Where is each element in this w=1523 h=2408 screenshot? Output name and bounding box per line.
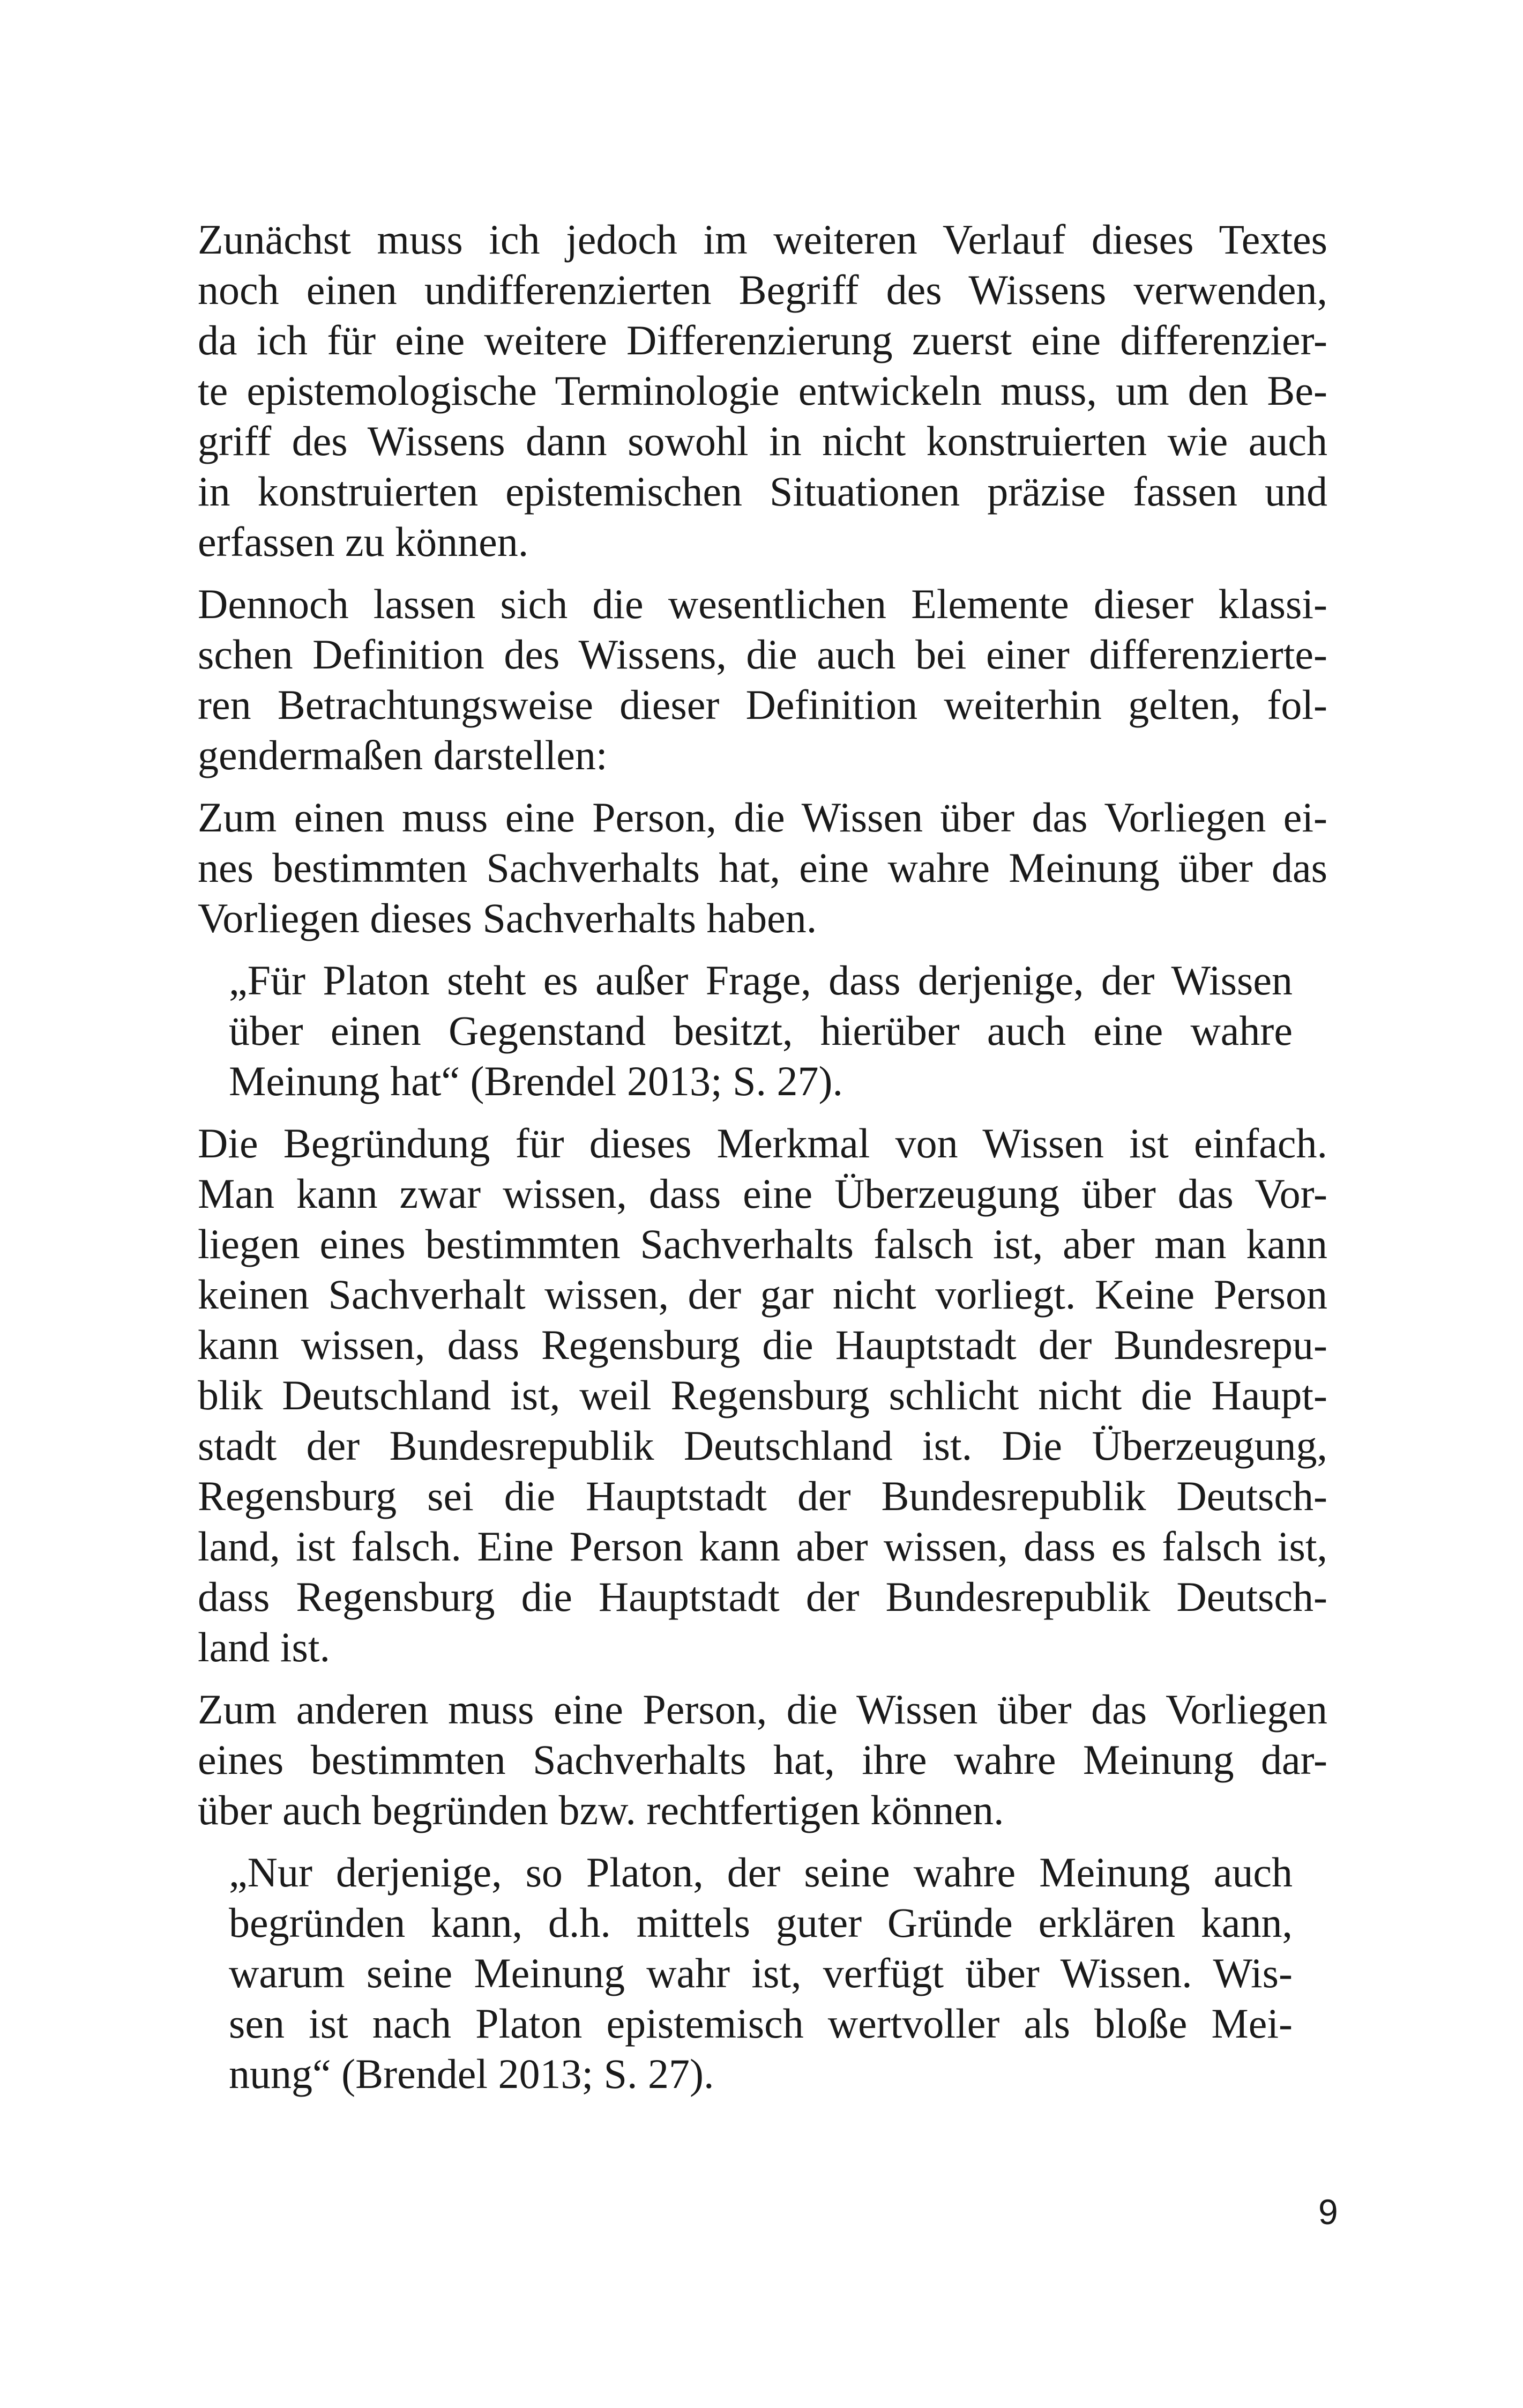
text-line: Dennoch lassen sich die wesentlichen Elemente dieser klassi- [198,581,1327,627]
quote-line: warum seine Meinung wahr ist, verfügt über Wissen. Wis- [229,1950,1293,1996]
text-line: liegen eines bestimmten Sachverhalts falsch ist, aber man kann [198,1221,1327,1267]
text-line: Zum einen muss eine Person, die Wissen über das Vorliegen ei- [198,794,1327,841]
text-line: gendermaßen darstellen: [198,732,608,778]
text-line: Zunächst muss ich jedoch im weiteren Verlauf dieses Textes [198,216,1327,263]
main-text [198,214,1327,2111]
text-line: erfassen zu können. [198,518,529,565]
block-quote-1 [229,955,1293,1106]
text-line: nes bestimmten Sachverhalts hat, eine wahre Meinung über das [198,844,1327,891]
paragraph-2 [198,579,1327,781]
block-quote-2 [229,1847,1293,2099]
text-line: schen Definition des Wissens, die auch bei einer differenzierte- [198,631,1327,678]
text-line: kann wissen, dass Regensburg die Hauptstadt der Bundesrepu- [198,1321,1327,1368]
text-line: ren Betrachtungsweise dieser Definition weiterhin gelten, fol- [198,681,1327,728]
paragraph-1 [198,214,1327,567]
text-line: stadt der Bundesrepublik Deutschland ist. Die Überzeugung, [198,1422,1327,1469]
text-line: dass Regensburg die Hauptstadt der Bundesrepublik Deutsch- [198,1573,1327,1620]
text-line: griff des Wissens dann sowohl in nicht konstruierten wie auch [198,418,1327,464]
paragraph-3 [198,792,1327,943]
paragraph-5 [198,1684,1327,1835]
text-line: te epistemologische Terminologie entwickeln muss, um den Be- [198,367,1327,414]
quote-line: sen ist nach Platon epistemisch wertvoller als bloße Mei- [229,2000,1293,2047]
quote-line: über einen Gegenstand besitzt, hierüber auch eine wahre [229,1007,1293,1054]
quote-line: Meinung hat“ (Brendel 2013; S. 27). [229,1058,843,1104]
text-line: Man kann zwar wissen, dass eine Überzeugung über das Vor- [198,1170,1327,1217]
page-number: 9 [1318,2192,1338,2232]
text-line: da ich für eine weitere Differenzierung zuerst eine differenzier- [198,317,1327,363]
paragraph-4 [198,1118,1327,1673]
quote-line: nung“ (Brendel 2013; S. 27). [229,2050,714,2097]
quote-line: „Nur derjenige, so Platon, der seine wahre Meinung auch [229,1849,1293,1896]
text-line: Regensburg sei die Hauptstadt der Bundesrepublik Deutsch- [198,1473,1327,1519]
text-line: noch einen undifferenzierten Begriff des Wissens verwenden, [198,266,1327,313]
text-line: in konstruierten epistemischen Situationen präzise fassen und [198,468,1327,515]
quote-line: „Für Platon steht es außer Frage, dass derjenige, der Wissen [229,957,1293,1004]
text-line: keinen Sachverhalt wissen, der gar nicht vorliegt. Keine Person [198,1271,1327,1318]
text-line: über auch begründen bzw. rechtfertigen können. [198,1787,1004,1833]
text-line: eines bestimmten Sachverhalts hat, ihre wahre Meinung dar- [198,1736,1327,1783]
text-line: Die Begründung für dieses Merkmal von Wissen ist einfach. [198,1120,1327,1166]
text-line: land, ist falsch. Eine Person kann aber wissen, dass es falsch ist, [198,1523,1327,1570]
text-line: blik Deutschland ist, weil Regensburg schlicht nicht die Haupt- [198,1372,1327,1418]
quote-line: begründen kann, d.h. mittels guter Gründe erklären kann, [229,1899,1293,1946]
text-line: Zum anderen muss eine Person, die Wissen über das Vorliegen [198,1686,1327,1733]
text-line: Vorliegen dieses Sachverhalts haben. [198,895,817,941]
text-line: land ist. [198,1624,330,1670]
